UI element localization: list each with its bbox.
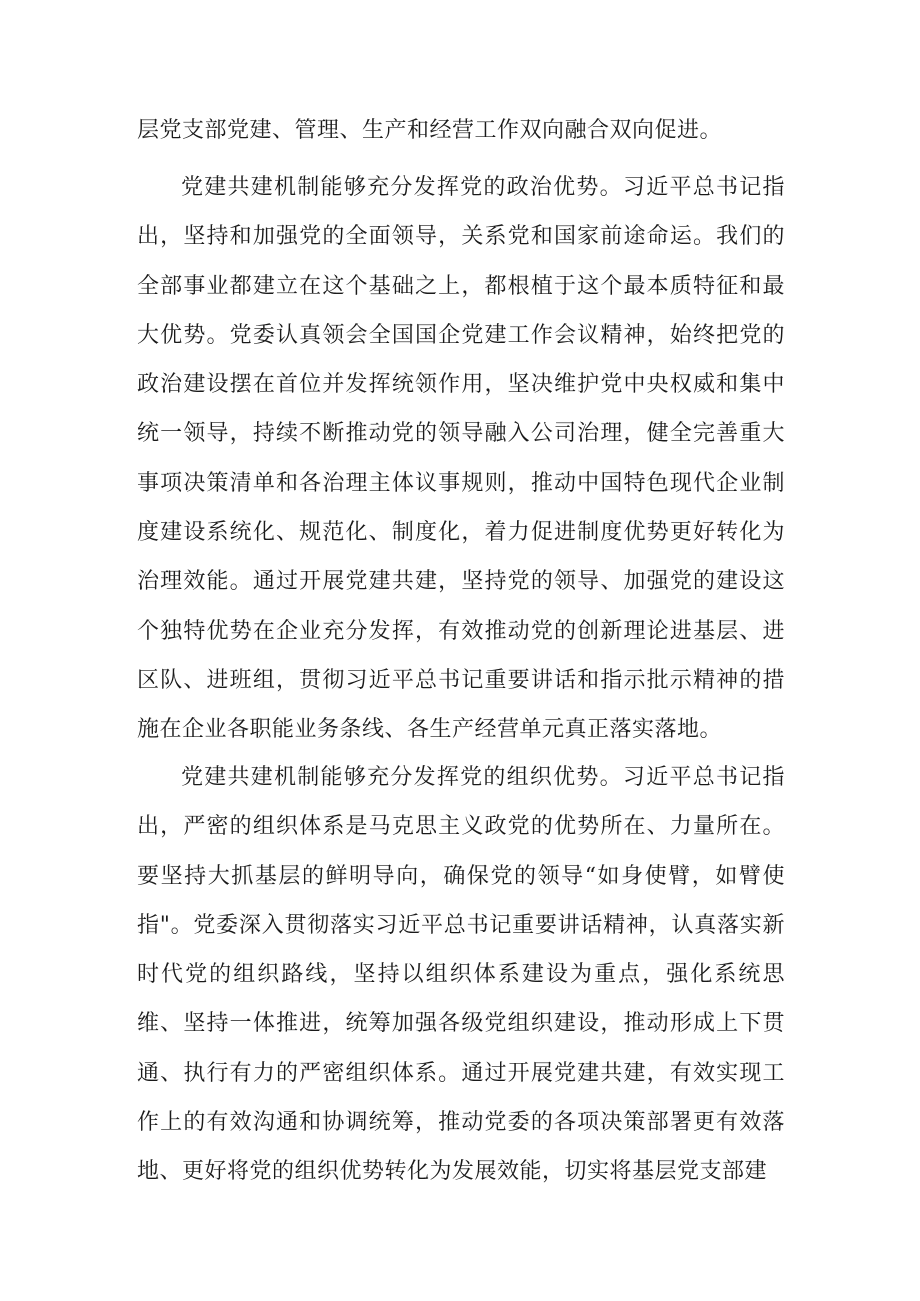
paragraph-text: 党建共建机制能够充分发挥党的组织优势。习近平总书记指出，严密的组织体系是马克思主义政党的优势所在、力量所在。要坚持大抓基层的鲜明导向，确保党的领导“如身使臂，如臂使指"。党委深入贯彻落实习近平总书记重要讲话精神，认真落实新时代党的组织路线，坚持以组织体系建设为重点，强化系统思维、坚持一体推进，统筹加强各级党组织建设，推动形成上下贯通、执行有力的严密组织体系。通过开展党建共建，有效实现工作上的有效沟通和协调统筹，推动党委的各项决策部署更有效落地、更好将党的组织优势转化为发展效能，切实将基层党支部建 [137,765,785,1185]
paragraph-political-advantage [137,163,785,755]
paragraph-text: 层党支部党建、管理、生产和经营工作双向融合双向促进。 [137,118,723,143]
paragraph-organizational-advantage [137,753,785,1197]
paragraph-text: 党建共建机制能够充分发挥党的政治优势。习近平总书记指出，坚持和加强党的全面领导，关系党和国家前途命运。我们的全部事业都建立在这个基础之上，都根植于这个最本质特征和最大优势。党委认真领会全国国企党建工作会议精神，始终把党的政治建设摆在首位并发挥统领作用，坚决维护党中央权威和集中统一领导，持续不断推动党的领导融入公司治理，健全完善重大事项决策清单和各治理主体议事规则，推动中国特色现代企业制度建设系统化、规范化、制度化，着力促进制度优势更好转化为治理效能。通过开展党建共建，坚持党的领导、加强党的建设这个独特优势在企业充分发挥，有效推动党的创新理论进基层、进区队、进班组，贯彻习近平总书记重要讲话和指示批示精神的措施在企业各职能业务条线、各生产经营单元真正落实落地。 [137,175,785,743]
paragraph-continuation [137,106,785,155]
